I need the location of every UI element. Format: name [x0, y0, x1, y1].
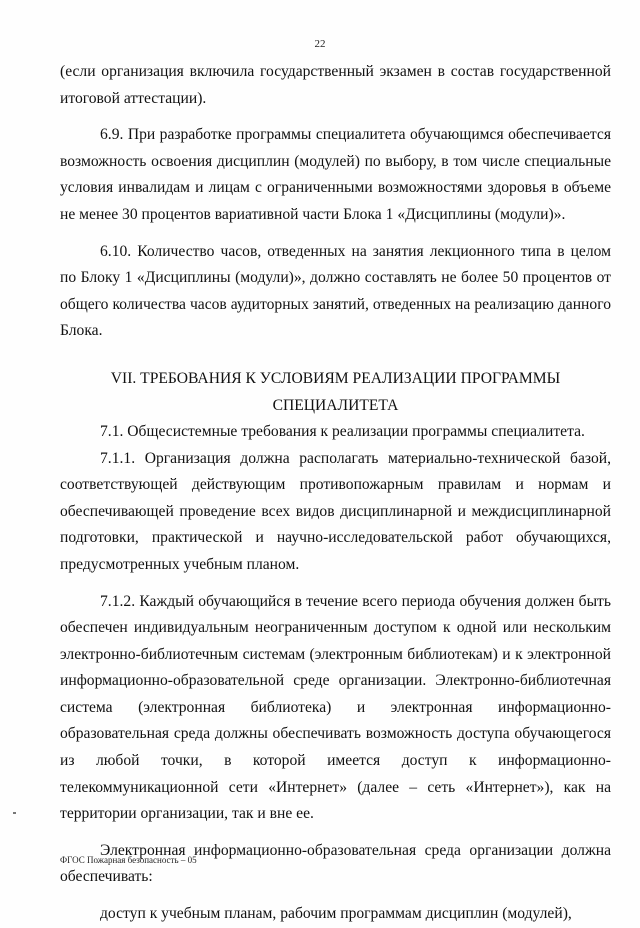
paragraph-exam-note: (если организация включила государственный экзамен в состав государственной итоговой аттестации). — [60, 63, 611, 107]
paragraph-7-1-2: 7.1.2. Каждый обучающийся в течение всего периода обучения должен быть обеспечен индивидуальным неограниченным доступом к одной или нескольким электронно-библиотечным системам (электронным библиотекам) и к электронной информационно-образовательной среде организации. Электронно-библиотечная система (электронная библиотека) и электронная информационно-образовательная среда должны обеспечивать возможность доступа обучающегося из любой точки, в которой имеется доступ к информационно-телекоммуникационной сети «Интернет» (далее – сеть «Интернет»), как на территории организации, так и вне ее. — [60, 592, 611, 823]
footer-note: ФГОС Пожарная безопасность – 05 — [60, 855, 197, 865]
scan-mark — [13, 812, 16, 814]
paragraph-6-9: 6.9. При разработке программы специалитета обучающимся обеспечивается возможность освоения дисциплин (модулей) по выбору, в том числе специальные условия инвалидам и лицам с ограниченными возможностями здоровья в объеме не менее 30 процентов вариативной части Блока 1 «Дисциплины (модули)». — [60, 126, 611, 223]
paragraph-7-1-1: 7.1.1. Организация должна располагать материально-технической базой, соответствующей действующим противопожарным правилам и нормам и обеспечивающей проведение всех видов дисциплинарной и междисциплинарной подготовки, практической и научно-исследовательской работ обучающихся, предусмотренных учебным планом. — [60, 449, 611, 573]
paragraph-6-10: 6.10. Количество часов, отведенных на занятия лекционного типа в целом по Блоку 1 «Дисциплины (модули)», должно составлять не более 50 процентов от общего количества часов аудиторных занятий, отведенных на реализацию данного Блока. — [60, 242, 611, 340]
paragraph-access: доступ к учебным планам, рабочим программам дисциплин (модулей), — [100, 905, 572, 923]
section-heading — [60, 365, 611, 419]
section-heading-line-1: VII. ТРЕБОВАНИЯ К УСЛОВИЯМ РЕАЛИЗАЦИИ ПРОГРАММЫ — [110, 369, 561, 387]
document-body — [60, 59, 611, 928]
paragraph-environment: Электронная информационно-образовательная среда организации должна обеспечивать: — [60, 841, 611, 886]
section-heading-line-2: СПЕЦИАЛИТЕТА — [272, 396, 399, 414]
page-number: 22 — [314, 38, 326, 50]
paragraph-7-1: 7.1. Общесистемные требования к реализации программы специалитета. — [100, 422, 585, 440]
